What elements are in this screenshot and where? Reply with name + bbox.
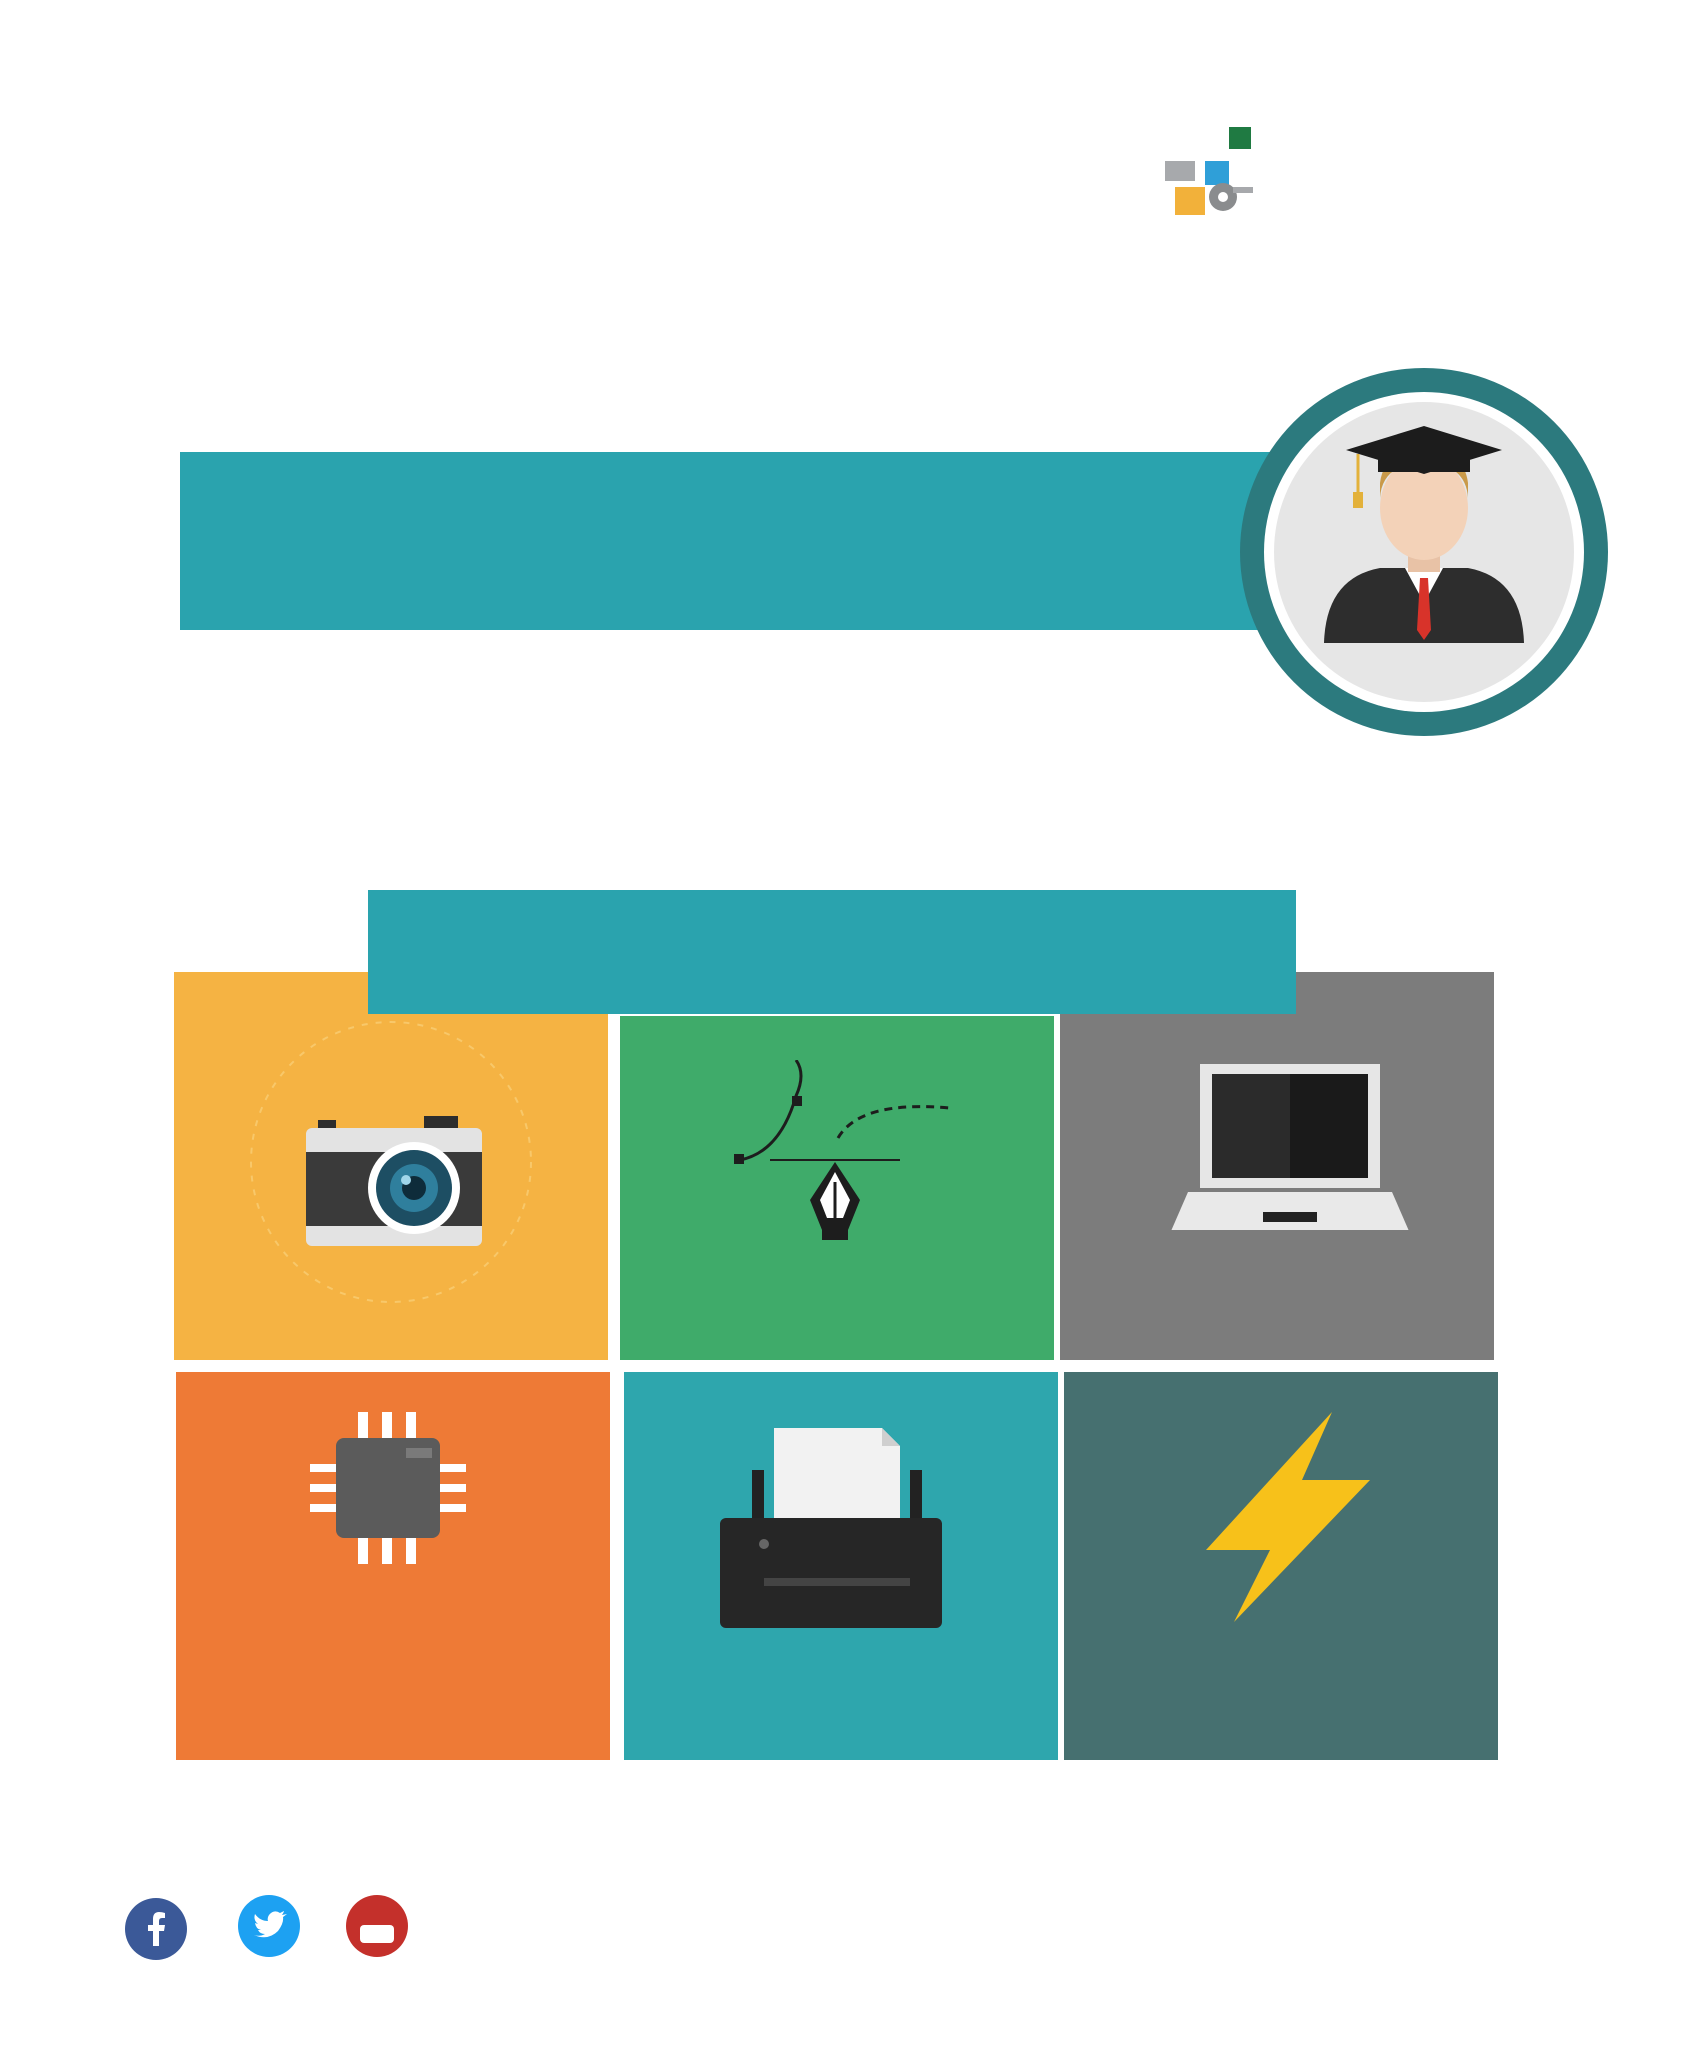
specialty-tile-photography [174, 972, 608, 1360]
tvtc-logo-mark-icon [1165, 125, 1255, 225]
lightning-bolt-icon [1064, 1412, 1498, 1632]
question-banner [180, 452, 1300, 630]
pen-tool-icon [620, 1060, 1054, 1260]
youtube-icon[interactable] [346, 1895, 408, 1957]
specialty-tile-printing-packaging [624, 1372, 1058, 1760]
printer-icon [624, 1428, 1058, 1648]
specialty-tile-computer [1060, 972, 1494, 1360]
specialties-title-banner [368, 890, 1296, 1014]
camera-icon [174, 1012, 608, 1312]
specialty-tile-graphic-design [620, 1016, 1054, 1360]
specialty-tile-electronics [176, 1372, 610, 1760]
laptop-icon [1060, 1060, 1494, 1230]
twitter-icon[interactable] [238, 1895, 300, 1957]
microchip-icon [176, 1412, 610, 1572]
graduate-avatar-icon [1240, 368, 1608, 736]
specialty-tile-electricity [1064, 1372, 1498, 1760]
tvtc-logo [1165, 125, 1645, 235]
facebook-icon[interactable] [125, 1898, 187, 1960]
